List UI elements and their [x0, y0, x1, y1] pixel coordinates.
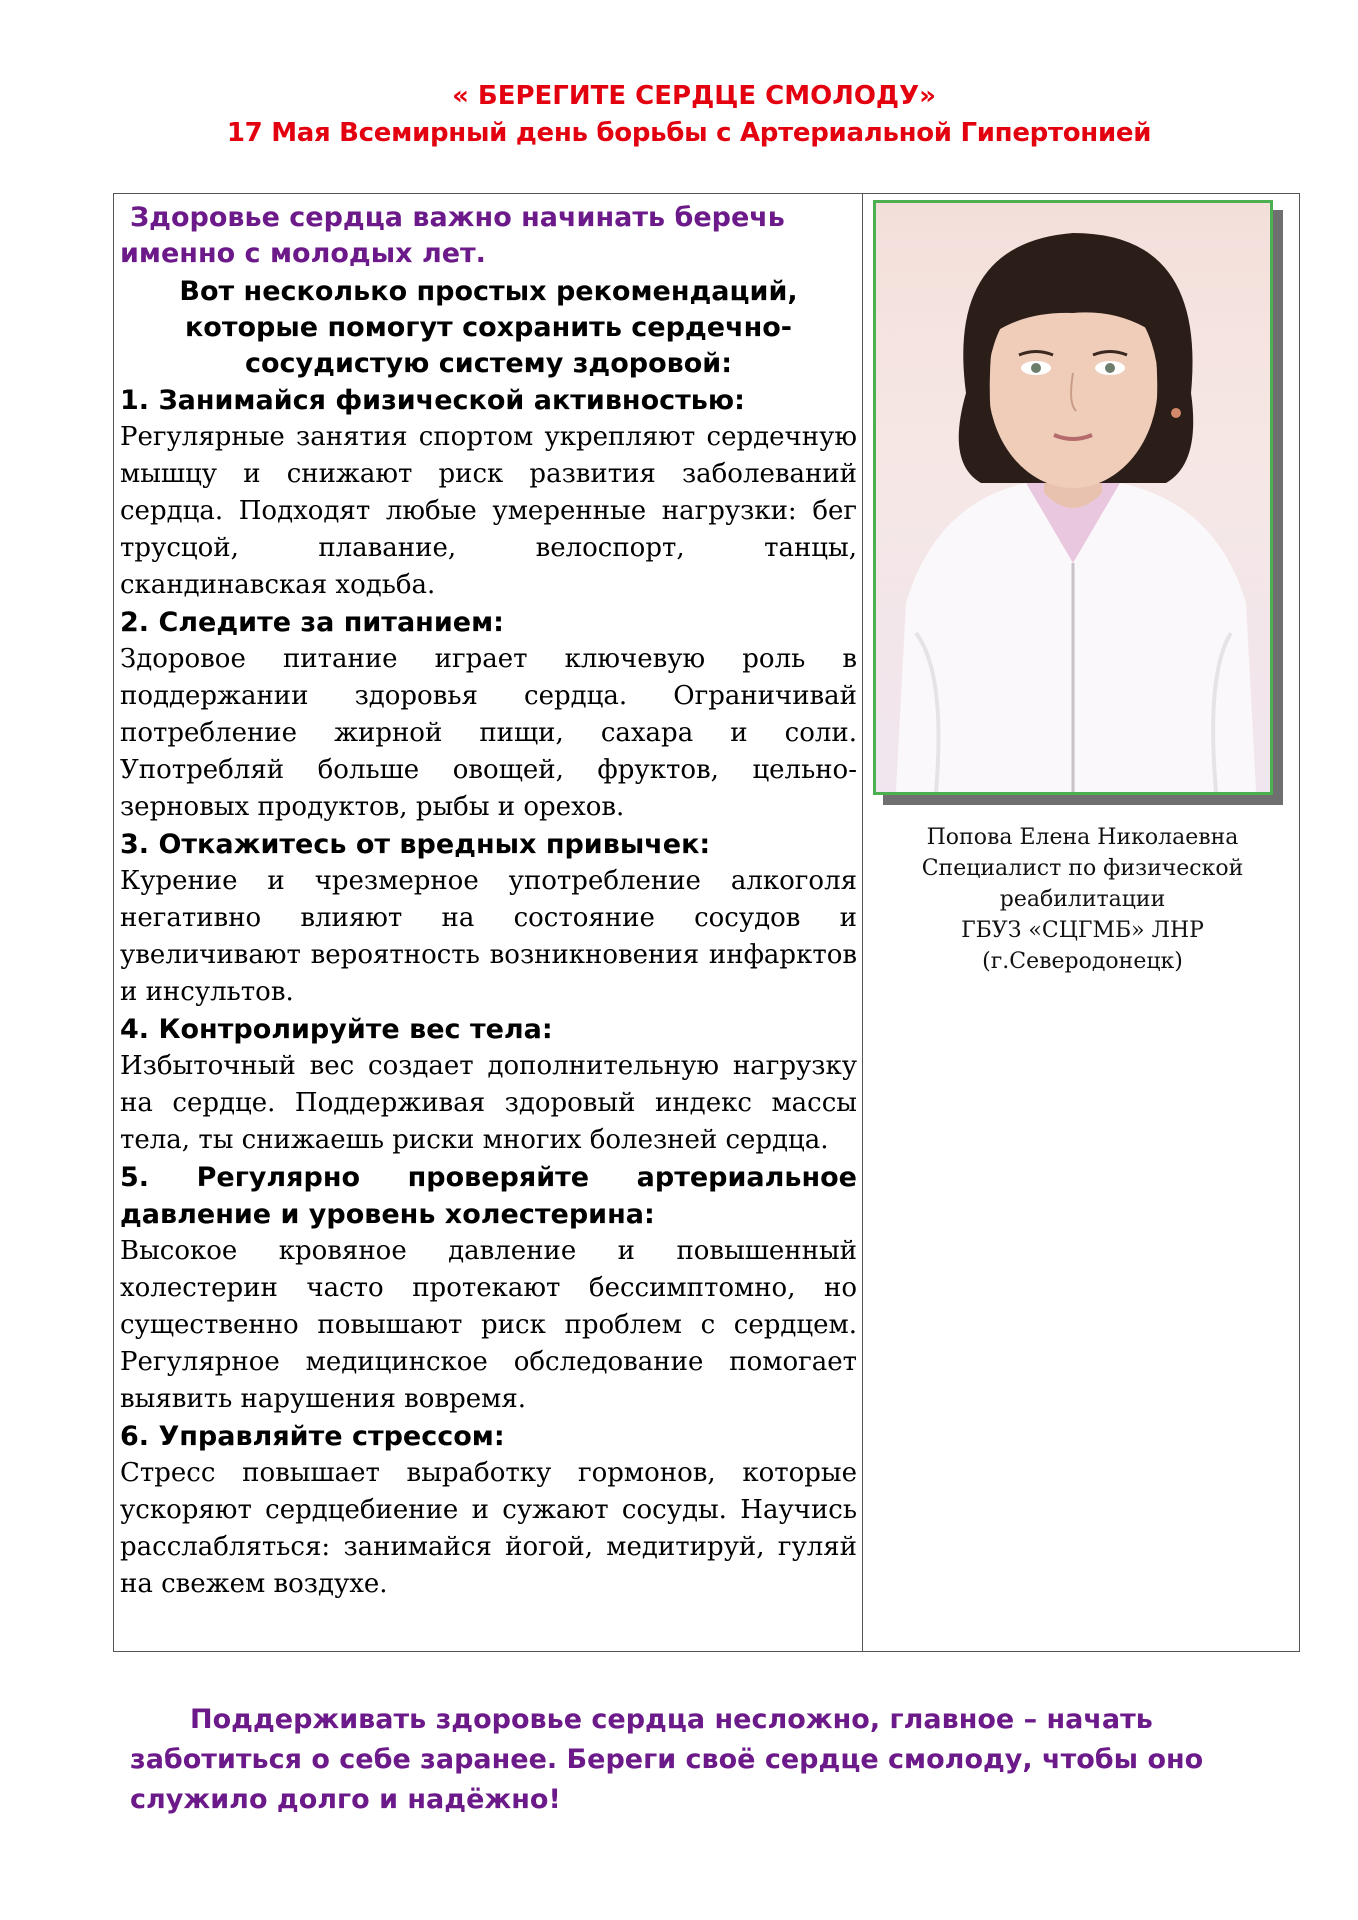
- closing-line-1: Поддерживать здоровье сердца несложно, главное – начать: [190, 1704, 1153, 1735]
- closing-line-2: заботиться о себе заранее. Береги своё сердце смолоду, чтобы оно: [130, 1744, 1204, 1775]
- author-name: Попова Елена Николаевна: [926, 825, 1239, 850]
- intro: [120, 200, 857, 272]
- section-title: 3. Откажитесь от вредных привычек:: [120, 829, 711, 860]
- section-text: Регулярные занятия спортом укрепляют сердечную мышцу и снижают риск развития заболеваний сердца. Подходят любые умеренные нагрузки: бег трусцой, плавание, велоспорт, танцы, скандинавская ходьба.: [120, 422, 857, 600]
- section-pressure: [120, 1159, 857, 1418]
- intro-line-2: именно с молодых лет.: [120, 238, 486, 269]
- lead-text: Вот несколько простых рекомендаций, которые помогут сохранить сердечно-сосудистую систему здоровой:: [179, 276, 798, 379]
- page-title: « БЕРЕГИТЕ СЕРДЦЕ СМОЛОДУ»: [452, 81, 936, 111]
- intro-line-1: Здоровье сердца важно начинать беречь: [130, 202, 785, 233]
- section-title: 5. Регулярно проверяйте артериальное давление и уровень холестерина:: [120, 1162, 857, 1230]
- section-text: Избыточный вес создает дополнительную нагрузку на сердце. Поддерживая здоровый индекс массы тела, ты снижаешь риски многих болезней сердца.: [120, 1051, 857, 1155]
- section-text: Стресс повышает выработку гормонов, которые ускоряют сердцебиение и сужают сосуды. Научись расслабляться: занимайся йогой, медитируй, гуляй на свежем воздухе.: [120, 1458, 857, 1599]
- portrait-illustration: [876, 203, 1270, 792]
- table-divider: [862, 193, 863, 1652]
- section-physical-activity: [120, 382, 857, 604]
- section-title: 2. Следите за питанием:: [120, 607, 504, 638]
- author-photo: [873, 200, 1273, 795]
- section-text: Курение и чрезмерное употребление алкоголя негативно влияют на состояние сосудов и увеличивают вероятность возникновения инфарктов и инсультов.: [120, 866, 857, 1007]
- author-position: Специалист по физической: [921, 856, 1244, 881]
- section-title: 4. Контролируйте вес тела:: [120, 1014, 553, 1045]
- section-title: 1. Занимайся физической активностью:: [120, 385, 745, 416]
- page-subtitle: 17 Мая Всемирный день борьбы с Артериальной Гипертонией: [226, 118, 1152, 148]
- closing-line-3: служило долго и надёжно!: [130, 1784, 561, 1815]
- author-photo-frame: [873, 200, 1273, 795]
- recommendations-column: [120, 200, 857, 1603]
- author-caption: [870, 822, 1295, 977]
- section-text: Высокое кровяное давление и повышенный холестерин часто протекают бессимптомно, но существенно повышают риск проблем с сердцем. Регулярное медицинское обследование помогает выявить нарушения вовремя.: [120, 1236, 857, 1414]
- closing-message: [130, 1700, 1210, 1820]
- page-header: [0, 78, 1358, 152]
- author-position-2: реабилитации: [999, 887, 1166, 912]
- section-weight: [120, 1011, 857, 1159]
- section-nutrition: [120, 604, 857, 826]
- author-city: (г.Северодонецк): [982, 949, 1183, 974]
- section-text: Здоровое питание играет ключевую роль в поддержании здоровья сердца. Ограничивай потребление жирной пищи, сахара и соли. Употребляй больше овощей, фруктов, цельно-зерновых продуктов, рыбы и орехов.: [120, 644, 857, 822]
- section-bad-habits: [120, 826, 857, 1011]
- section-stress: [120, 1418, 857, 1603]
- author-organization: ГБУЗ «СЦГМБ» ЛНР: [961, 918, 1204, 943]
- section-title: 6. Управляйте стрессом:: [120, 1421, 505, 1452]
